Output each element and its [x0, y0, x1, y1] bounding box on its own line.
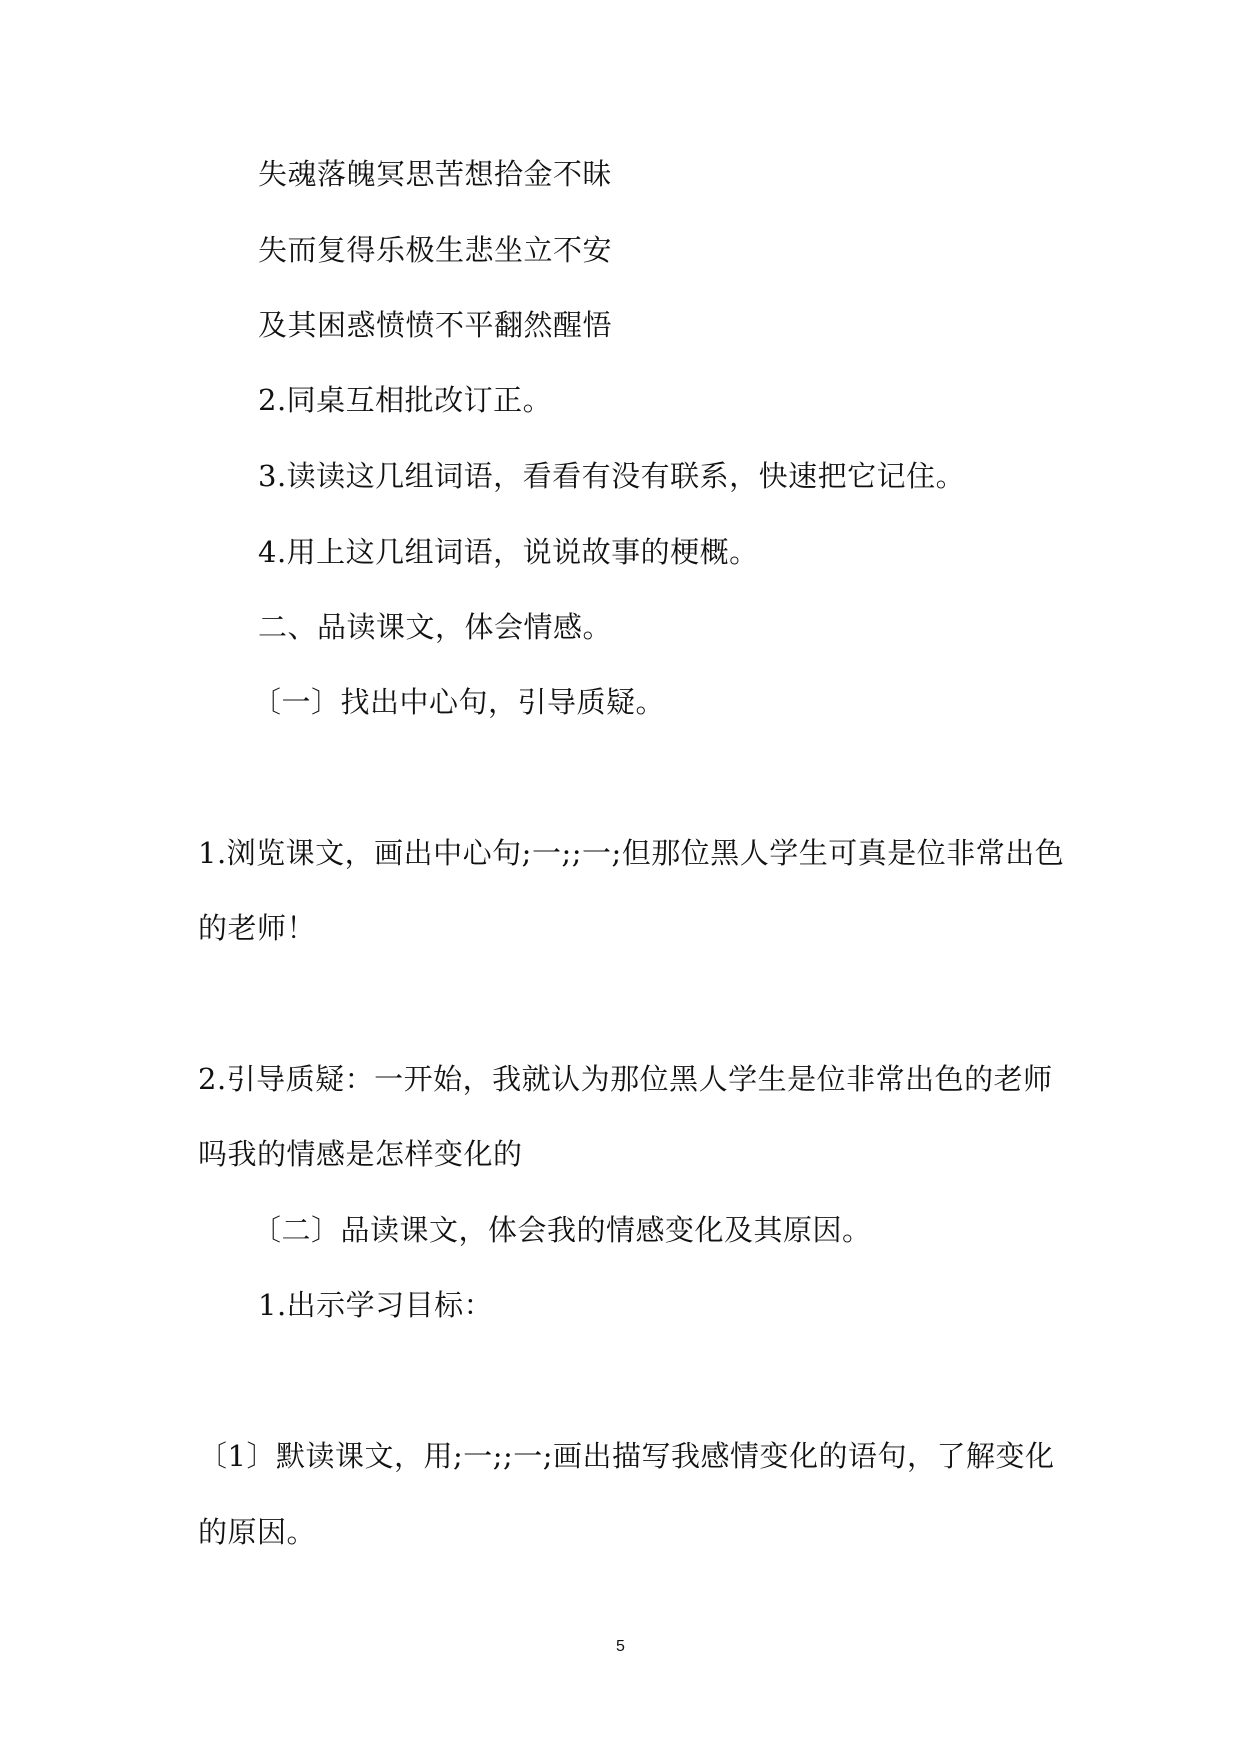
learning-goal-heading: 1.出示学习目标： [258, 1288, 494, 1322]
page-number: 5 [616, 1638, 625, 1655]
paragraph-1-line-2: 的老师！ [198, 911, 317, 945]
paragraph-2-line-1: 2.引导质疑：一开始，我就认为那位黑人学生是位非常出色的老师 [198, 1062, 1053, 1096]
word-group-line-2: 失而复得乐极生悲坐立不安 [258, 233, 613, 267]
section-heading-2: 二、品读课文，体会情感。 [258, 610, 613, 644]
paragraph-1-line-1: 1.浏览课文，画出中心句;一;;一;但那位黑人学生可真是位非常出色 [198, 836, 1065, 870]
step-4-text: 4.用上这几组词语，说说故事的梗概。 [258, 535, 759, 569]
paragraph-2-line-2: 吗我的情感是怎样变化的 [198, 1137, 523, 1171]
goal-1-line-2: 的原因。 [198, 1515, 317, 1549]
step-2-text: 2.同桌互相批改订正。 [258, 383, 553, 417]
subsection-heading-1: 〔一〕找出中心句，引导质疑。 [252, 685, 666, 719]
goal-1-line-1: 〔1〕默读课文，用;一;;一;画出描写我感情变化的语句，了解变化 [198, 1439, 1055, 1473]
word-group-line-3: 及其困惑愤愤不平翻然醒悟 [258, 308, 613, 342]
step-3-text: 3.读读这几组词语，看看有没有联系，快速把它记住。 [258, 459, 966, 493]
word-group-line-1: 失魂落魄冥思苦想拾金不昧 [258, 157, 613, 191]
subsection-heading-2: 〔二〕品读课文，体会我的情感变化及其原因。 [252, 1213, 872, 1247]
